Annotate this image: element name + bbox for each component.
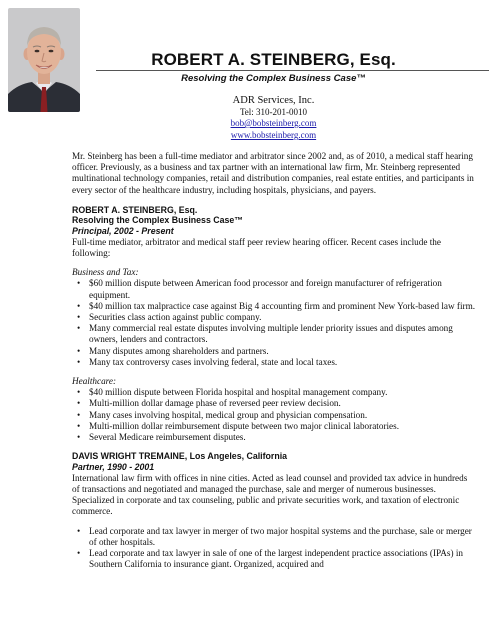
list-item: • $40 million dispute between Florida hospital and hospital management company. xyxy=(72,387,477,398)
list-item: • Securities class action against public company. xyxy=(72,312,477,323)
header-divider xyxy=(96,70,489,71)
section2-description: International law firm with offices in nine cities. Acted as lead counsel and provided tax advice in hundreds of transactions and negotiated and managed the purchase, sale and merger of numerous businesses. Specialized in corporate and tax counseling, public and private securities work, and taxation of electronic commerce. xyxy=(72,472,468,517)
list-item: • Multi-million dollar damage phase of reversed peer review decision. xyxy=(72,398,477,409)
list-item: • Many disputes among shareholders and partners. xyxy=(72,346,477,357)
section1-subtitle: Resolving the Complex Business Case™ xyxy=(72,215,244,226)
business-tax-list xyxy=(72,278,477,368)
contact-block xyxy=(0,94,495,142)
category-healthcare: Healthcare: xyxy=(72,376,117,387)
phone-number: Tel: 310-201-0010 xyxy=(239,107,308,117)
list-item: • Many cases involving hospital, medical group and physician compensation. xyxy=(72,410,477,421)
list-item: • Multi-million dollar reimbursement dispute between two major clinical laboratories. xyxy=(72,421,477,432)
website-link[interactable]: www.bobsteinberg.com xyxy=(230,130,317,140)
candidate-name: ROBERT A. STEINBERG, Esq. xyxy=(151,50,396,69)
list-item: • $40 million tax malpractice case against Big 4 accounting firm and prominent New York-based law firm. xyxy=(72,301,477,312)
list-item: • Many tax controversy cases involving federal, state and local taxes. xyxy=(72,357,477,368)
category-business-tax: Business and Tax: xyxy=(72,267,139,278)
healthcare-list xyxy=(72,387,477,443)
section2-role: Partner, 1990 - 2001 xyxy=(72,461,155,472)
section1-title: ROBERT A. STEINBERG, Esq. xyxy=(72,204,198,215)
section1-description: Full-time mediator, arbitrator and medical staff peer review hearing officer. Recent cases include the following: xyxy=(72,236,441,259)
spacer xyxy=(72,443,477,451)
spacer xyxy=(72,518,477,526)
company-name: ADR Services, Inc. xyxy=(232,95,315,106)
list-item: • Several Medicare reimbursement disputes. xyxy=(72,432,477,443)
list-item: • Lead corporate and tax lawyer in merger of two major hospital systems and the purchase, sale or merger of other hospitals. xyxy=(72,526,477,548)
intro-paragraph: Mr. Steinberg has been a full-time mediator and arbitrator since 2002 and, as of 2010, a medical staff hearing officer. Previously, as a business and tax partner with an international law firm, Mr. Steinberg represented multinational technology companies, retail and distribution companies, real estate entities, and participants in every sector of the healthcare industry, including hospitals, physicians, and payers. xyxy=(72,151,474,195)
list-item: • $60 million dispute between American food processor and foreign manufacturer of refrigeration equipment. xyxy=(72,278,477,300)
section2-list xyxy=(72,526,477,571)
list-item: • Lead corporate and tax lawyer in sale of one of the largest independent practice associations (IPAs) in Southern California to insurance giant. Organized, acquired and xyxy=(72,548,477,570)
section2-title: DAVIS WRIGHT TREMAINE, Los Angeles, California xyxy=(72,451,288,462)
list-item: • Many commercial real estate disputes involving multiple lender priority issues and disputes among owners, lenders and contractors. xyxy=(72,323,477,345)
tagline: Resolving the Complex Business Case™ xyxy=(181,73,366,84)
email-link[interactable]: bob@bobsteinberg.com xyxy=(230,118,317,128)
section1-role: Principal, 2002 - Present xyxy=(72,225,174,236)
resume-body xyxy=(72,151,477,570)
